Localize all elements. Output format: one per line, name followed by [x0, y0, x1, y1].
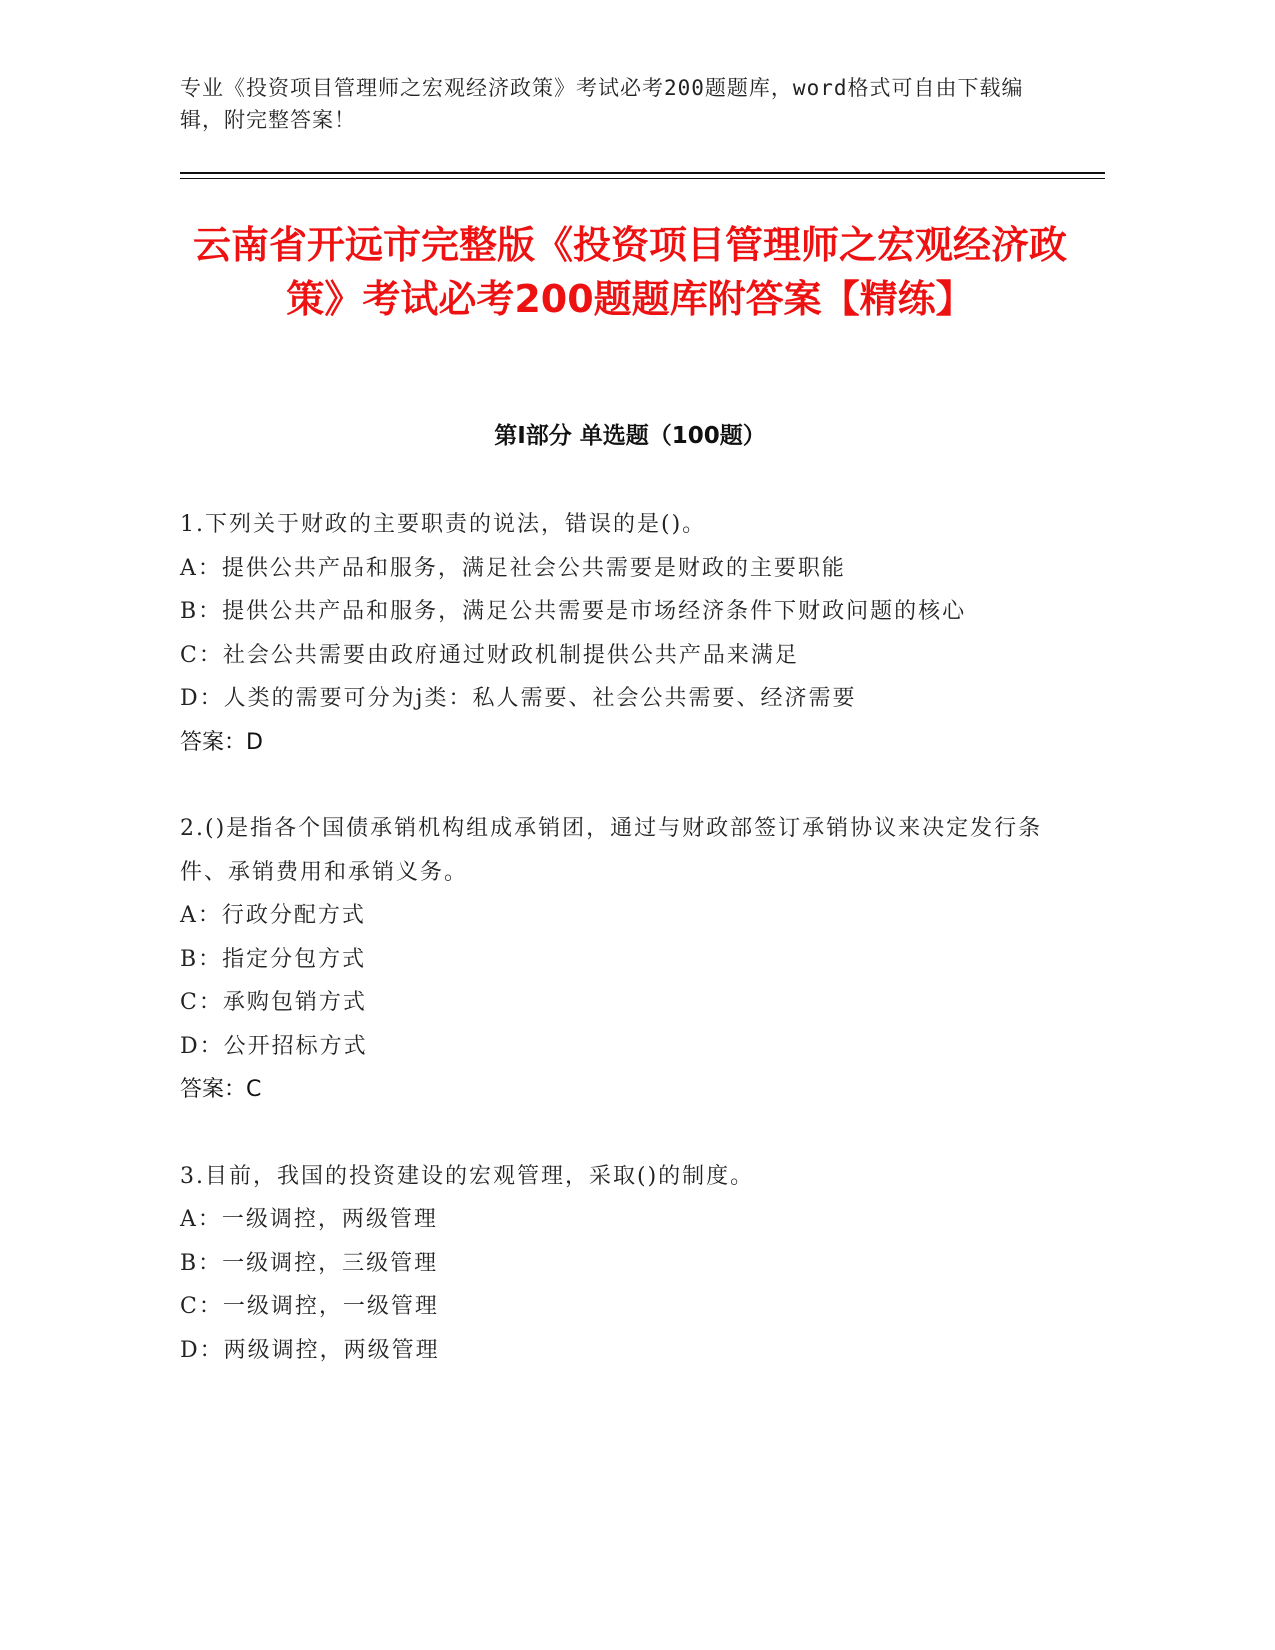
question-stem: 3.目前，我国的投资建设的宏观管理，采取()的制度。: [180, 1163, 755, 1189]
question-item: [180, 1155, 1050, 1373]
section-heading: 第Ⅰ部分 单选题（100题）: [494, 423, 766, 449]
question-stem: 1.下列关于财政的主要职责的说法，错误的是()。: [180, 512, 707, 537]
option-b: B：提供公共产品和服务，满足公共需要是市场经济条件下财政问题的核心: [180, 599, 967, 624]
option-c: C：承购包销方式: [180, 990, 367, 1015]
question-stem: 2.()是指各个国债承销机构组成承销团，通过与财政部签订承销协议来决定发行条件、承销费用和承销义务。: [180, 816, 1043, 885]
option-b: B：一级调控，三级管理: [180, 1250, 439, 1276]
answer-line: 答案：C: [180, 1077, 262, 1102]
document-title: 云南省开远市完整版《投资项目管理师之宏观经济政策》考试必考200题题库附答案【精练】: [192, 223, 1067, 321]
option-d: D：两级调控，两级管理: [180, 1337, 440, 1363]
question-item: [180, 503, 1050, 764]
header-rule-thick: [180, 172, 1105, 174]
option-c: C：社会公共需要由政府通过财政机制提供公共产品来满足: [180, 642, 799, 668]
intro-text: 专业《投资项目管理师之宏观经济政策》考试必考200题题库，word格式可自由下载编辑，附完整答案！: [180, 76, 1024, 132]
option-d: D：公开招标方式: [180, 1033, 368, 1059]
option-a: A：提供公共产品和服务，满足社会公共需要是财政的主要职能: [180, 555, 846, 581]
answer-line: 答案：D: [180, 729, 263, 755]
option-c: C：一级调控，一级管理: [180, 1294, 439, 1319]
header-rule-thin: [180, 178, 1105, 179]
option-a: A：行政分配方式: [180, 903, 366, 928]
option-b: B：指定分包方式: [180, 946, 367, 972]
option-a: A：一级调控，两级管理: [180, 1207, 438, 1232]
question-list: [180, 503, 1050, 1415]
question-item: [180, 807, 1050, 1112]
option-d: D：人类的需要可分为j类：私人需要、社会公共需要、经济需要: [180, 686, 857, 711]
